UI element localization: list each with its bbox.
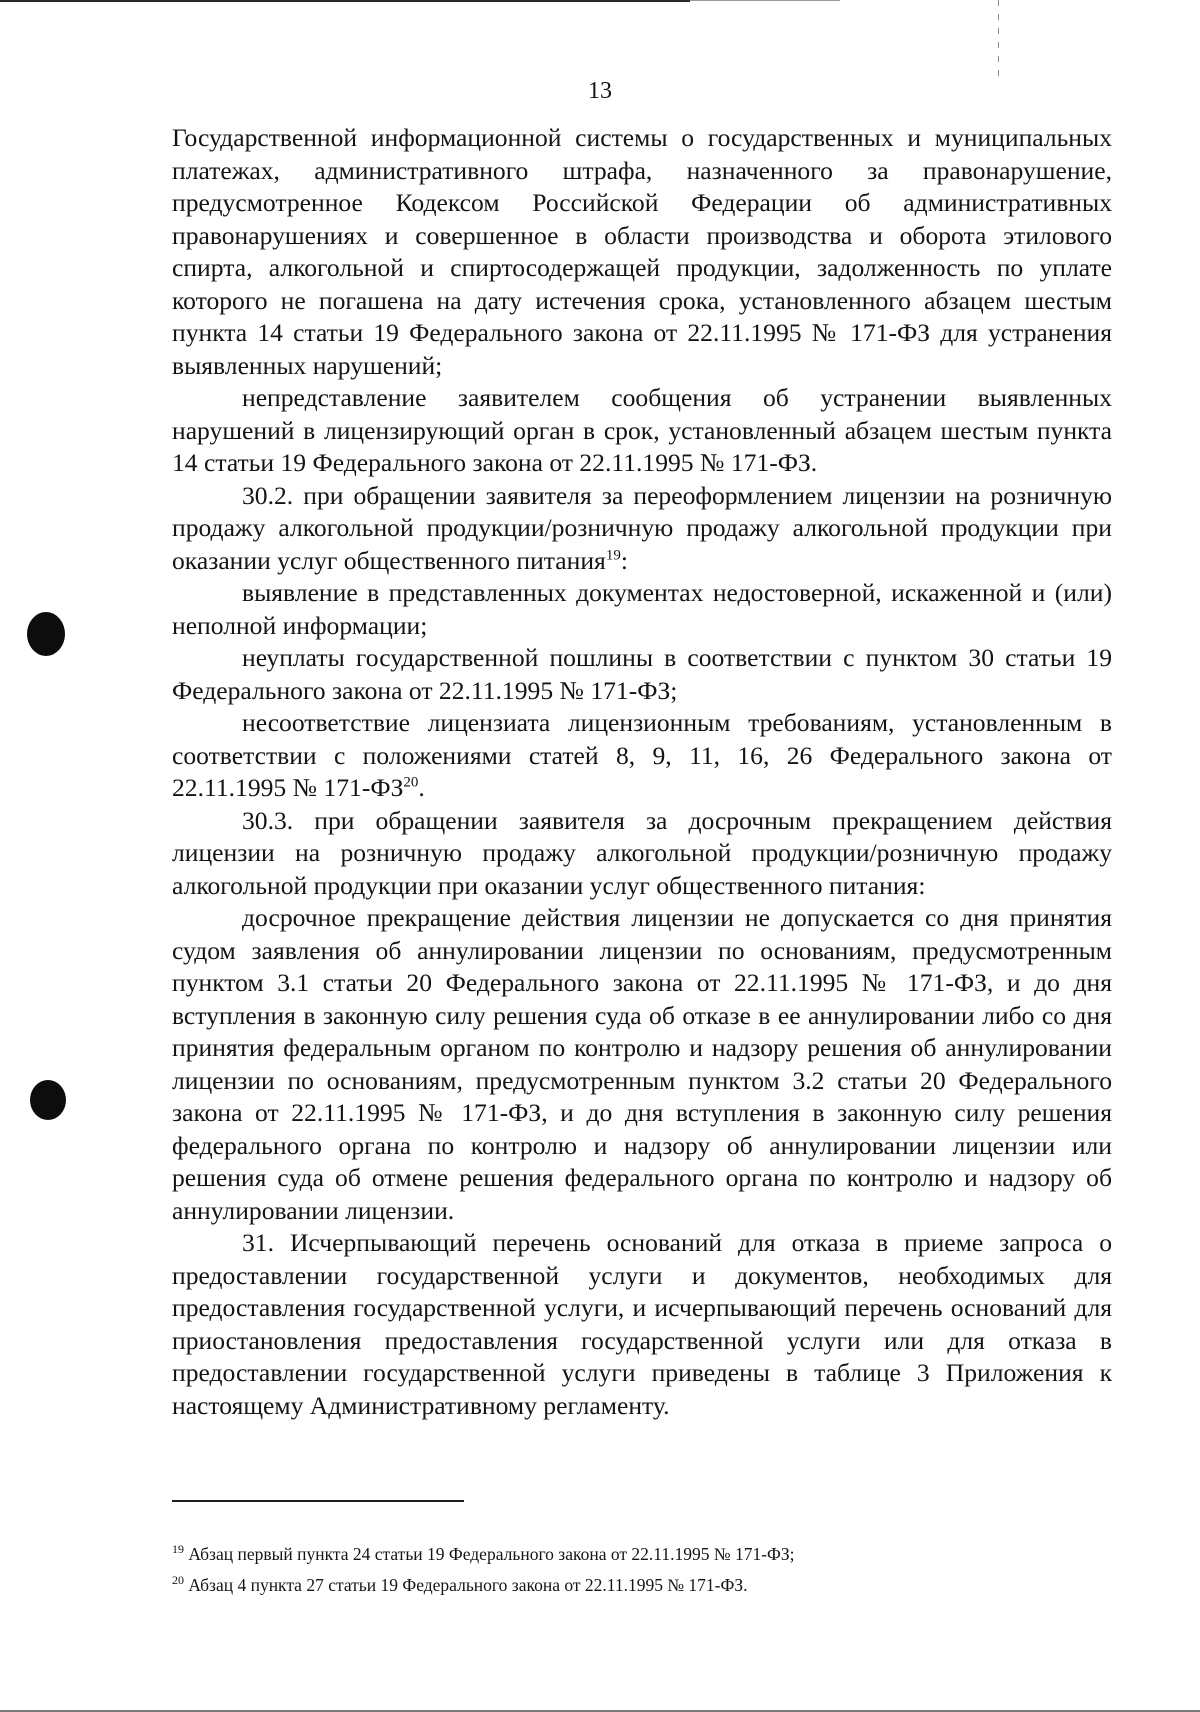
footnote-mark: 20	[172, 1573, 184, 1588]
paragraph-2: непредставление заявителем сообщения об устранении выявленных нарушений в лицензирующий орган в срок, установленный абзацем шестым пункта 14 статьи 19 Федерального закона от 22.11.1995 № 171-ФЗ.	[172, 383, 1112, 477]
footnote-text: Абзац 4 пункта 27 статьи 19 Федерального закона от 22.11.1995 № 171-ФЗ.	[188, 1575, 748, 1595]
scan-top-edge-faint	[690, 0, 840, 1]
document-body	[172, 122, 1112, 1422]
paragraph-1: Государственной информационной системы о государственных и муниципальных платежах, административного штрафа, назначенного за правонарушение, предусмотренное Кодексом Российской Федерации об административных правонарушениях и совершенное в области производства и оборота этилового спирта, алкогольной и спиртосодержащей продукции, задолженность по уплате которого не погашена на дату истечения срока, установленного абзацем шестым пункта 14 статьи 19 Федерального закона от 22.11.1995 № 171-ФЗ для устранения выявленных нарушений;	[172, 123, 1112, 380]
footnote-ref-19[interactable]: 19	[605, 546, 621, 563]
scan-fold-mark	[998, 0, 999, 80]
footnote-ref-20[interactable]: 20	[403, 774, 419, 791]
footnote-19	[172, 1543, 1072, 1565]
paragraph-9: 31. Исчерпывающий перечень оснований для отказа в приеме запроса о предоставлении государственной услуги и документов, необходимых для предоставления государственной услуги, и исчерпывающий перечень оснований для приостановления предоставления государственной услуги или для отказа в предоставлении государственной услуги приведены в таблице 3 Приложения к настоящему Административному регламенту.	[172, 1228, 1112, 1420]
scan-top-edge	[0, 0, 690, 2]
footnote-text: Абзац первый пункта 24 статьи 19 Федерального закона от 22.11.1995 № 171-ФЗ;	[188, 1544, 795, 1564]
paragraph-5: неуплаты государственной пошлины в соответствии с пунктом 30 статьи 19 Федерального закона от 22.11.1995 № 171-ФЗ;	[172, 643, 1112, 705]
punch-hole-bottom	[30, 1080, 66, 1120]
footnote-mark: 19	[172, 1542, 184, 1557]
paragraph-6: несоответствие лицензиата лицензионным требованиям, установленным в соответствии с положениями статей 8, 9, 11, 16, 26 Федерального закона от 22.11.1995 № 171-ФЗ$^{20}$.	[172, 708, 1112, 802]
page-number: 13	[588, 78, 612, 104]
paragraph-4: выявление в представленных документах недостоверной, искаженной и (или) неполной информации;	[172, 578, 1112, 640]
paragraph-8: досрочное прекращение действия лицензии не допускается со дня принятия судом заявления об аннулировании лицензии по основаниям, предусмотренным пунктом 3.1 статьи 20 Федерального закона от 22.11.1995 № 171-ФЗ, и до дня вступления в законную силу решения суда об отказе в ее аннулировании либо со дня принятия федеральным органом по контролю и надзору решения об аннулировании лицензии по основаниям, предусмотренным пунктом 3.2 статьи 20 Федерального закона от 22.11.1995 № 171-ФЗ, и до дня вступления в законную силу решения федерального органа по контролю и надзору об аннулировании лицензии или решения суда об отмене решения федерального органа по контролю и надзору об аннулировании лицензии.	[172, 903, 1112, 1225]
paragraph-3: 30.2. при обращении заявителя за переоформлением лицензии на розничную продажу алкогольной продукции/розничную продажу алкогольной продукции при оказании услуг общественного питания$^{19}$:	[172, 480, 1112, 575]
punch-hole-top	[27, 612, 65, 656]
footnote-20	[172, 1574, 1072, 1596]
paragraph-7: 30.3. при обращении заявителя за досрочным прекращением действия лицензии на розничную продажу алкогольной продукции/розничную продажу алкогольной продукции при оказании услуг общественного питания:	[172, 805, 1112, 900]
footnote-separator	[172, 1500, 464, 1502]
